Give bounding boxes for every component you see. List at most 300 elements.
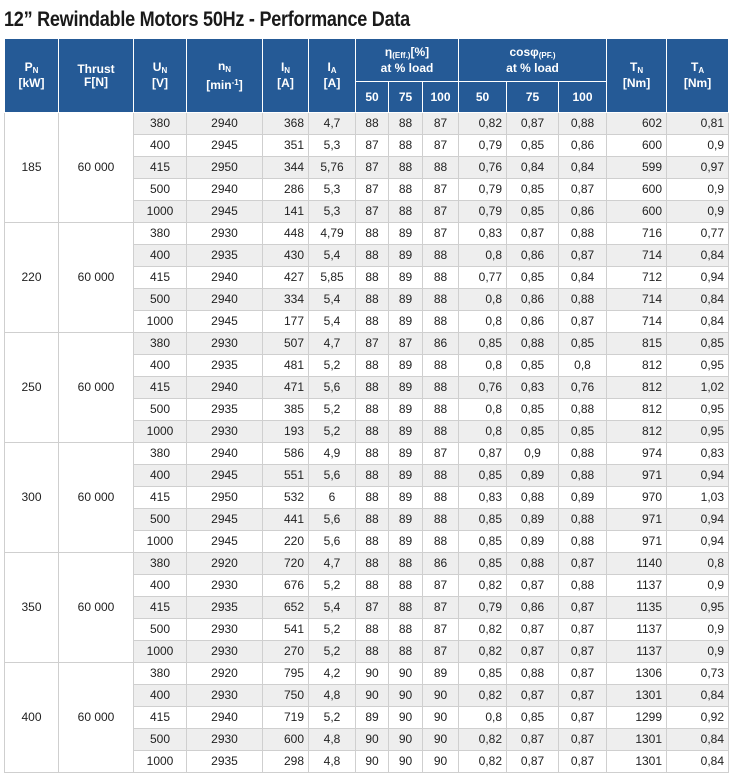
cell-speed: 2940 [187, 267, 263, 289]
cell-eff-50: 88 [356, 641, 389, 663]
cell-eff-75: 88 [389, 179, 423, 201]
cell-eff-50: 88 [356, 223, 389, 245]
cell-rated-current: 385 [263, 399, 309, 421]
cell-eff-50: 87 [356, 179, 389, 201]
cell-eff-75: 89 [389, 509, 423, 531]
cell-rated-current: 532 [263, 487, 309, 509]
cell-pf-75: 0,9 [507, 443, 559, 465]
cell-speed: 2940 [187, 179, 263, 201]
cell-speed: 2935 [187, 355, 263, 377]
cell-pf-75: 0,89 [507, 531, 559, 553]
cell-eff-100: 88 [423, 421, 459, 443]
cell-eff-50: 88 [356, 487, 389, 509]
cell-starting-torque: 0,94 [667, 531, 729, 553]
cell-pf-100: 0,87 [559, 663, 607, 685]
cell-eff-50: 88 [356, 289, 389, 311]
cell-voltage: 380 [134, 223, 187, 245]
cell-pf-100: 0,88 [559, 113, 607, 135]
cell-speed: 2930 [187, 421, 263, 443]
cell-rated-torque: 1306 [607, 663, 667, 685]
cell-starting-current: 5,3 [309, 135, 356, 157]
cell-pf-75: 0,87 [507, 641, 559, 663]
cell-pf-50: 0,85 [459, 663, 507, 685]
cell-starting-current: 5,6 [309, 531, 356, 553]
cell-rated-torque: 974 [607, 443, 667, 465]
cell-speed: 2930 [187, 333, 263, 355]
cell-starting-torque: 0,83 [667, 443, 729, 465]
cell-starting-torque: 0,9 [667, 619, 729, 641]
cell-pf-100: 0,87 [559, 729, 607, 751]
cell-pf-75: 0,85 [507, 135, 559, 157]
cell-pf-100: 0,88 [559, 509, 607, 531]
cell-voltage: 415 [134, 487, 187, 509]
cell-pf-50: 0,79 [459, 135, 507, 157]
cell-eff-100: 90 [423, 707, 459, 729]
cell-pf-50: 0,85 [459, 333, 507, 355]
cell-voltage: 380 [134, 663, 187, 685]
cell-rated-torque: 1137 [607, 575, 667, 597]
cell-rated-current: 368 [263, 113, 309, 135]
cell-rated-current: 298 [263, 751, 309, 773]
cell-starting-torque: 0,84 [667, 751, 729, 773]
cell-speed: 2930 [187, 641, 263, 663]
cell-pf-100: 0,87 [559, 553, 607, 575]
cell-voltage: 415 [134, 157, 187, 179]
cell-pf-75: 0,83 [507, 377, 559, 399]
table-row [5, 443, 729, 465]
cell-starting-current: 5,2 [309, 355, 356, 377]
header-efficiency: $\eta_{(Eff.)}[\%]$ at % load [356, 39, 459, 82]
cell-speed: 2945 [187, 509, 263, 531]
cell-pf-75: 0,88 [507, 553, 559, 575]
cell-pf-50: 0,8 [459, 399, 507, 421]
cell-pf-100: 0,88 [559, 399, 607, 421]
cell-starting-torque: 0,94 [667, 267, 729, 289]
header-pf-load-100: 100 [559, 82, 607, 113]
cell-rated-torque: 815 [607, 333, 667, 355]
cell-eff-100: 88 [423, 399, 459, 421]
header-thrust: Thrust F[N] [59, 39, 134, 113]
cell-eff-50: 90 [356, 663, 389, 685]
cell-starting-torque: 0,8 [667, 553, 729, 575]
cell-starting-current: 5,4 [309, 245, 356, 267]
cell-rated-torque: 712 [607, 267, 667, 289]
cell-voltage: 380 [134, 333, 187, 355]
cell-eff-75: 88 [389, 201, 423, 223]
cell-eff-50: 87 [356, 135, 389, 157]
cell-pf-100: 0,88 [559, 223, 607, 245]
cell-eff-75: 88 [389, 113, 423, 135]
cell-speed: 2940 [187, 377, 263, 399]
cell-rated-current: 586 [263, 443, 309, 465]
cell-pf-100: 0,88 [559, 465, 607, 487]
cell-rated-torque: 1137 [607, 641, 667, 663]
cell-starting-torque: 0,81 [667, 113, 729, 135]
cell-pf-50: 0,79 [459, 597, 507, 619]
cell-pf-75: 0,85 [507, 355, 559, 377]
cell-rated-torque: 971 [607, 465, 667, 487]
cell-starting-torque: 0,77 [667, 223, 729, 245]
cell-rated-torque: 600 [607, 201, 667, 223]
cell-eff-50: 88 [356, 399, 389, 421]
cell-pf-50: 0,82 [459, 641, 507, 663]
cell-starting-torque: 0,94 [667, 465, 729, 487]
cell-pf-75: 0,86 [507, 289, 559, 311]
cell-pf-75: 0,86 [507, 311, 559, 333]
cell-voltage: 415 [134, 377, 187, 399]
cell-eff-100: 88 [423, 355, 459, 377]
cell-speed: 2945 [187, 201, 263, 223]
header-rated-torque: $T_N$ [Nm] [607, 39, 667, 113]
cell-eff-75: 89 [389, 465, 423, 487]
cell-pf-50: 0,8 [459, 311, 507, 333]
cell-voltage: 415 [134, 707, 187, 729]
cell-starting-torque: 0,95 [667, 597, 729, 619]
cell-voltage: 380 [134, 443, 187, 465]
cell-voltage: 1000 [134, 751, 187, 773]
cell-eff-50: 88 [356, 553, 389, 575]
cell-pf-50: 0,85 [459, 465, 507, 487]
cell-pf-50: 0,76 [459, 377, 507, 399]
cell-eff-100: 88 [423, 267, 459, 289]
cell-voltage: 1000 [134, 641, 187, 663]
cell-speed: 2930 [187, 223, 263, 245]
cell-eff-75: 90 [389, 707, 423, 729]
cell-speed: 2940 [187, 707, 263, 729]
cell-pf-100: 0,86 [559, 135, 607, 157]
cell-pf-100: 0,87 [559, 245, 607, 267]
cell-eff-50: 88 [356, 421, 389, 443]
header-starting-torque: $T_A$ [Nm] [667, 39, 729, 113]
cell-pf-75: 0,86 [507, 245, 559, 267]
cell-voltage: 1000 [134, 421, 187, 443]
cell-eff-50: 88 [356, 531, 389, 553]
cell-pf-75: 0,85 [507, 399, 559, 421]
cell-eff-75: 89 [389, 223, 423, 245]
cell-pf-50: 0,85 [459, 509, 507, 531]
cell-starting-current: 4,8 [309, 729, 356, 751]
cell-eff-100: 88 [423, 377, 459, 399]
cell-eff-100: 86 [423, 553, 459, 575]
cell-starting-torque: 0,9 [667, 135, 729, 157]
cell-pf-100: 0,87 [559, 641, 607, 663]
cell-eff-75: 89 [389, 399, 423, 421]
cell-pf-50: 0,8 [459, 245, 507, 267]
cell-eff-100: 87 [423, 223, 459, 245]
cell-starting-torque: 0,95 [667, 399, 729, 421]
cell-speed: 2945 [187, 135, 263, 157]
cell-eff-100: 89 [423, 663, 459, 685]
performance-table [4, 38, 729, 773]
cell-eff-100: 88 [423, 487, 459, 509]
cell-starting-current: 4,8 [309, 685, 356, 707]
header-pf-load-75: 75 [507, 82, 559, 113]
cell-eff-50: 90 [356, 685, 389, 707]
cell-starting-current: 5,3 [309, 201, 356, 223]
cell-voltage: 500 [134, 729, 187, 751]
cell-starting-current: 5,2 [309, 421, 356, 443]
cell-starting-current: 4,7 [309, 553, 356, 575]
cell-rated-torque: 599 [607, 157, 667, 179]
cell-starting-current: 6 [309, 487, 356, 509]
cell-rated-current: 481 [263, 355, 309, 377]
cell-eff-75: 89 [389, 443, 423, 465]
cell-starting-torque: 0,84 [667, 311, 729, 333]
cell-eff-75: 89 [389, 245, 423, 267]
cell-eff-75: 89 [389, 421, 423, 443]
cell-pf-50: 0,76 [459, 157, 507, 179]
cell-rated-current: 351 [263, 135, 309, 157]
cell-eff-100: 87 [423, 443, 459, 465]
cell-pf-100: 0,84 [559, 267, 607, 289]
header-eff-load-50: 50 [356, 82, 389, 113]
cell-rated-current: 334 [263, 289, 309, 311]
cell-voltage: 400 [134, 245, 187, 267]
cell-pf-75: 0,85 [507, 201, 559, 223]
cell-pf-50: 0,83 [459, 223, 507, 245]
cell-starting-current: 5,2 [309, 399, 356, 421]
cell-pf-50: 0,82 [459, 729, 507, 751]
cell-voltage: 500 [134, 399, 187, 421]
cell-thrust: 60 000 [59, 113, 134, 223]
cell-eff-100: 90 [423, 685, 459, 707]
cell-rated-torque: 812 [607, 399, 667, 421]
cell-rated-current: 177 [263, 311, 309, 333]
cell-pf-75: 0,87 [507, 113, 559, 135]
cell-starting-current: 4,79 [309, 223, 356, 245]
cell-starting-current: 5,2 [309, 619, 356, 641]
cell-voltage: 1000 [134, 531, 187, 553]
cell-pf-75: 0,85 [507, 421, 559, 443]
cell-eff-50: 87 [356, 333, 389, 355]
cell-eff-75: 90 [389, 685, 423, 707]
cell-starting-current: 5,76 [309, 157, 356, 179]
cell-starting-current: 4,7 [309, 113, 356, 135]
cell-pf-50: 0,82 [459, 575, 507, 597]
cell-speed: 2940 [187, 113, 263, 135]
cell-eff-75: 90 [389, 729, 423, 751]
header-power: $P_N$ [kW] [5, 39, 59, 113]
cell-starting-torque: 0,9 [667, 641, 729, 663]
cell-rated-torque: 714 [607, 311, 667, 333]
cell-eff-75: 89 [389, 355, 423, 377]
cell-starting-torque: 0,9 [667, 575, 729, 597]
cell-eff-50: 87 [356, 201, 389, 223]
cell-pf-50: 0,82 [459, 751, 507, 773]
cell-rated-current: 141 [263, 201, 309, 223]
cell-eff-50: 88 [356, 509, 389, 531]
cell-rated-current: 507 [263, 333, 309, 355]
cell-eff-75: 89 [389, 487, 423, 509]
cell-eff-100: 88 [423, 531, 459, 553]
cell-pf-50: 0,83 [459, 487, 507, 509]
header-eff-load-100: 100 [423, 82, 459, 113]
cell-pf-75: 0,85 [507, 707, 559, 729]
header-voltage: $U_N$ [V] [134, 39, 187, 113]
cell-starting-current: 5,6 [309, 465, 356, 487]
cell-pf-50: 0,79 [459, 179, 507, 201]
cell-rated-current: 286 [263, 179, 309, 201]
cell-pf-100: 0,86 [559, 201, 607, 223]
cell-pf-75: 0,84 [507, 157, 559, 179]
cell-starting-current: 4,8 [309, 751, 356, 773]
cell-voltage: 500 [134, 179, 187, 201]
cell-eff-50: 88 [356, 443, 389, 465]
cell-rated-torque: 970 [607, 487, 667, 509]
cell-eff-50: 87 [356, 597, 389, 619]
cell-rated-torque: 1140 [607, 553, 667, 575]
cell-power: 250 [5, 333, 59, 443]
cell-rated-current: 193 [263, 421, 309, 443]
cell-rated-current: 719 [263, 707, 309, 729]
cell-speed: 2945 [187, 311, 263, 333]
cell-eff-100: 90 [423, 729, 459, 751]
cell-speed: 2930 [187, 619, 263, 641]
cell-rated-torque: 812 [607, 355, 667, 377]
cell-rated-torque: 714 [607, 289, 667, 311]
cell-pf-75: 0,89 [507, 465, 559, 487]
cell-pf-50: 0,8 [459, 289, 507, 311]
cell-eff-50: 87 [356, 157, 389, 179]
cell-starting-current: 5,2 [309, 707, 356, 729]
cell-eff-50: 89 [356, 707, 389, 729]
table-row [5, 663, 729, 685]
cell-rated-torque: 1135 [607, 597, 667, 619]
cell-speed: 2945 [187, 531, 263, 553]
cell-pf-50: 0,77 [459, 267, 507, 289]
cell-pf-75: 0,87 [507, 619, 559, 641]
cell-eff-100: 86 [423, 333, 459, 355]
cell-eff-100: 88 [423, 465, 459, 487]
cell-pf-75: 0,87 [507, 685, 559, 707]
cell-power: 220 [5, 223, 59, 333]
cell-pf-75: 0,89 [507, 509, 559, 531]
table-row [5, 333, 729, 355]
cell-rated-current: 441 [263, 509, 309, 531]
cell-pf-75: 0,87 [507, 729, 559, 751]
cell-speed: 2920 [187, 553, 263, 575]
cell-pf-100: 0,87 [559, 751, 607, 773]
cell-pf-100: 0,76 [559, 377, 607, 399]
cell-eff-50: 90 [356, 751, 389, 773]
cell-voltage: 500 [134, 289, 187, 311]
cell-power: 350 [5, 553, 59, 663]
cell-rated-current: 720 [263, 553, 309, 575]
cell-rated-current: 471 [263, 377, 309, 399]
cell-starting-torque: 0,84 [667, 245, 729, 267]
cell-power: 185 [5, 113, 59, 223]
cell-pf-75: 0,85 [507, 179, 559, 201]
cell-pf-100: 0,87 [559, 311, 607, 333]
cell-rated-current: 427 [263, 267, 309, 289]
cell-voltage: 1000 [134, 201, 187, 223]
cell-pf-75: 0,87 [507, 575, 559, 597]
table-row [5, 113, 729, 135]
cell-eff-75: 88 [389, 641, 423, 663]
cell-pf-100: 0,87 [559, 707, 607, 729]
cell-thrust: 60 000 [59, 223, 134, 333]
cell-voltage: 400 [134, 355, 187, 377]
cell-rated-torque: 716 [607, 223, 667, 245]
page-title: 12” Rewindable Motors 50Hz - Performance Data [4, 8, 410, 31]
cell-pf-100: 0,84 [559, 157, 607, 179]
header-pf-load-50: 50 [459, 82, 507, 113]
cell-starting-current: 5,6 [309, 377, 356, 399]
cell-starting-current: 5,4 [309, 289, 356, 311]
cell-eff-75: 89 [389, 531, 423, 553]
cell-pf-75: 0,87 [507, 751, 559, 773]
cell-rated-current: 541 [263, 619, 309, 641]
cell-speed: 2930 [187, 685, 263, 707]
header-power-factor: cosφ$_{(PF.)}$ at % load [459, 39, 607, 82]
cell-eff-100: 88 [423, 245, 459, 267]
cell-voltage: 500 [134, 509, 187, 531]
cell-rated-current: 600 [263, 729, 309, 751]
cell-speed: 2935 [187, 245, 263, 267]
cell-eff-50: 88 [356, 355, 389, 377]
cell-rated-torque: 714 [607, 245, 667, 267]
cell-eff-100: 87 [423, 641, 459, 663]
cell-eff-100: 87 [423, 575, 459, 597]
cell-starting-torque: 0,97 [667, 157, 729, 179]
cell-speed: 2935 [187, 597, 263, 619]
cell-eff-50: 88 [356, 267, 389, 289]
cell-pf-100: 0,87 [559, 685, 607, 707]
cell-rated-torque: 812 [607, 377, 667, 399]
cell-eff-50: 88 [356, 311, 389, 333]
cell-rated-torque: 1301 [607, 685, 667, 707]
cell-eff-50: 88 [356, 465, 389, 487]
cell-eff-100: 87 [423, 135, 459, 157]
cell-eff-100: 87 [423, 179, 459, 201]
cell-starting-current: 5,4 [309, 597, 356, 619]
cell-pf-50: 0,8 [459, 707, 507, 729]
cell-pf-50: 0,79 [459, 201, 507, 223]
cell-pf-100: 0,88 [559, 443, 607, 465]
cell-eff-75: 89 [389, 267, 423, 289]
cell-pf-100: 0,88 [559, 289, 607, 311]
cell-starting-current: 5,2 [309, 575, 356, 597]
cell-rated-current: 750 [263, 685, 309, 707]
cell-voltage: 500 [134, 619, 187, 641]
cell-eff-50: 88 [356, 377, 389, 399]
cell-rated-torque: 1301 [607, 751, 667, 773]
cell-starting-torque: 0,95 [667, 355, 729, 377]
cell-starting-current: 4,9 [309, 443, 356, 465]
cell-rated-torque: 600 [607, 135, 667, 157]
cell-eff-50: 88 [356, 575, 389, 597]
cell-voltage: 400 [134, 685, 187, 707]
cell-eff-100: 87 [423, 201, 459, 223]
cell-starting-torque: 0,95 [667, 421, 729, 443]
cell-rated-current: 220 [263, 531, 309, 553]
cell-speed: 2935 [187, 399, 263, 421]
cell-eff-75: 88 [389, 619, 423, 641]
cell-eff-75: 89 [389, 377, 423, 399]
cell-starting-torque: 0,9 [667, 179, 729, 201]
cell-starting-current: 4,7 [309, 333, 356, 355]
cell-eff-100: 88 [423, 311, 459, 333]
table-row [5, 553, 729, 575]
cell-voltage: 1000 [134, 311, 187, 333]
cell-speed: 2945 [187, 465, 263, 487]
cell-starting-torque: 0,84 [667, 729, 729, 751]
cell-starting-torque: 0,84 [667, 685, 729, 707]
cell-eff-100: 87 [423, 619, 459, 641]
cell-rated-torque: 971 [607, 509, 667, 531]
cell-pf-50: 0,8 [459, 355, 507, 377]
table-header [5, 39, 729, 113]
